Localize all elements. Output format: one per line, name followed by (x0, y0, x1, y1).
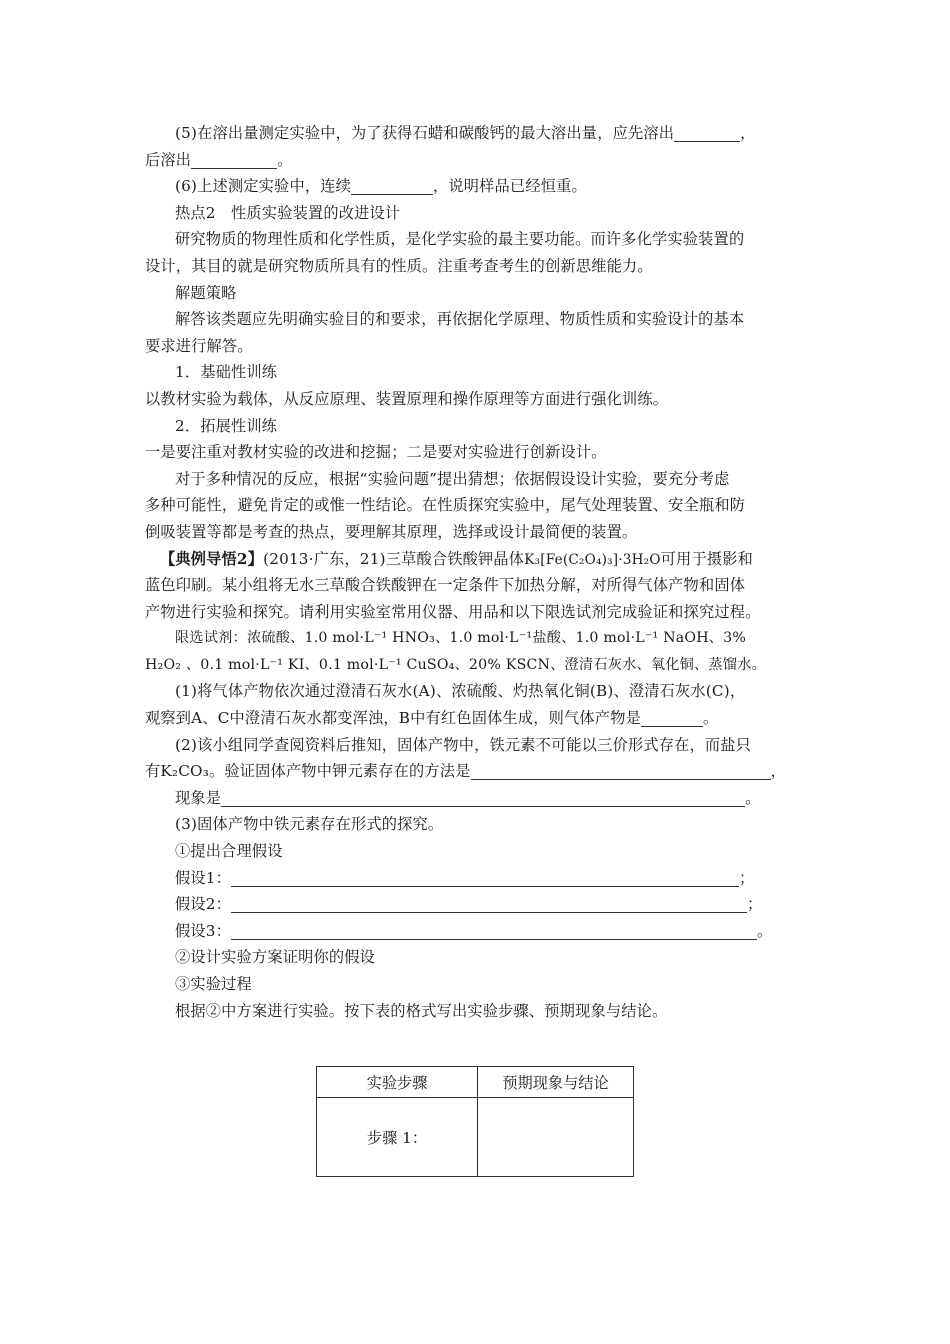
answer-blank[interactable] (641, 708, 703, 727)
example-line-1: 【典例导悟2】(2013·广东，21)三草酸合铁酸钾晶体K₃[Fe(C₂O₄)₃]·3H₂O可用于摄影和 (160, 549, 753, 568)
extended-training-title: 2．拓展性训练 (175, 416, 278, 435)
basic-training-text: 以教材实验为载体，从反应原理、装置原理和操作原理等方面进行强化训练。 (145, 389, 669, 408)
paragraph-3-line-3: 倒吸装置等都是考查的热点，要理解其原理，选择或设计最简便的装置。 (145, 522, 638, 541)
question-2-line-3: 现象是 。 (175, 788, 761, 807)
basic-training-title: 1．基础性训练 (175, 363, 278, 382)
table-cell-result-1[interactable] (478, 1098, 634, 1177)
question-6-text: (6)上述测定实验中，连续 (175, 177, 351, 196)
question-5-line-2: 后溶出 。 (145, 150, 293, 169)
reagent-line-2: H₂O₂ 、0.1 mol·L⁻¹ KI、0.1 mol·L⁻¹ CuSO₄、20% KSCN、澄清石灰水、氧化铜、蒸馏水。 (145, 656, 766, 673)
chemical-formula: K₃[Fe(C₂O₄)₃]·3H₂O (524, 551, 661, 568)
question-1-line-2: 观察到A、C中澄清石灰水都变浑浊，B中有红色固体生成，则气体产物是 。 (145, 709, 719, 728)
answer-blank[interactable] (471, 761, 771, 780)
section-heading-hot2: 热点2 性质实验装置的改进设计 (175, 203, 401, 222)
table-header-row (317, 1067, 634, 1098)
paragraph-2-line-2: 要求进行解答。 (145, 336, 253, 355)
step-1-heading: ①提出合理假设 (175, 842, 283, 861)
question-6-line: (6)上述测定实验中，连续 ，说明样品已经恒重。 (175, 177, 587, 196)
reagent-line-1: 限选试剂：浓硫酸、1.0 mol·L⁻¹ HNO₃、1.0 mol·L⁻¹盐酸、1.0 mol·L⁻¹ NaOH、3% (175, 630, 747, 647)
answer-blank[interactable] (221, 788, 745, 807)
example-line-3: 产物进行实验和探究。请利用实验室常用仪器、用品和以下限选试剂完成验证和探究过程。 (145, 602, 761, 621)
step-3-heading: ③实验过程 (175, 975, 252, 993)
answer-blank[interactable] (351, 176, 433, 195)
answer-blank[interactable] (231, 894, 747, 913)
answer-blank[interactable] (191, 150, 277, 169)
question-2-line-1: (2)该小组同学查阅资料后推知，固体产物中，铁元素不可能以三价形式存在，而盐只 (175, 735, 752, 754)
question-1-line-1: (1)将气体产物依次通过澄清石灰水(A)、浓硫酸、灼热氧化铜(B)、澄清石灰水(C)， (175, 682, 746, 701)
paragraph-3-line-1: 对于多种情况的反应，根据“实验问题”提出猜想；依据假设设计实验，要充分考虑 (175, 469, 730, 488)
question-5-text-2: 后溶出 (145, 150, 192, 169)
paragraph-1-line-1: 研究物质的物理性质和化学性质，是化学实验的最主要功能。而许多化学实验装置的 (175, 230, 745, 249)
question-2-line-2: 有K₂CO₃。验证固体产物中钾元素存在的方法是 ， (145, 762, 786, 781)
question-5-line-1: (5)在溶出量测定实验中，为了获得石蜡和碳酸钙的最大溶出量，应先溶出 ， (175, 124, 756, 142)
experiment-table (316, 1066, 634, 1177)
step-2-heading: ②设计实验方案证明你的假设 (175, 948, 376, 967)
hypothesis-3: 假设3： 。 (175, 921, 773, 940)
example-label: 【典例导悟2】 (160, 549, 264, 568)
hypothesis-1: 假设1： ； (175, 868, 755, 887)
table-header-results: 预期现象与结论 (478, 1067, 634, 1098)
strategy-heading: 解题策略 (175, 283, 237, 302)
question-5-text: (5)在溶出量测定实验中，为了获得石蜡和碳酸钙的最大溶出量，应先溶出 (175, 124, 675, 142)
paragraph-2-line-1: 解答该类题应先明确实验目的和要求，再依据化学原理、物质性质和实验设计的基本 (175, 310, 745, 329)
hypothesis-2: 假设2： ； (175, 895, 763, 914)
paragraph-1-line-2: 设计，其目的就是研究物质所具有的性质。注重考查考生的创新思维能力。 (145, 256, 653, 275)
extended-training-text: 一是要注重对教材实验的改进和挖掘；二是要对实验进行创新设计。 (145, 443, 607, 462)
answer-blank[interactable] (674, 123, 740, 142)
table-row (317, 1098, 634, 1177)
question-3: (3)固体产物中铁元素存在形式的探究。 (175, 815, 444, 834)
example-line-2: 蓝色印刷。某小组将无水三草酸合铁酸钾在一定条件下加热分解，对所得气体产物和固体 (145, 576, 746, 595)
paragraph-3-line-2: 多种可能性，避免肯定的或惟一性结论。在性质探究实验中，尾气处理装置、安全瓶和防 (145, 496, 746, 515)
table-cell-step-1: 步骤 1： (317, 1098, 478, 1177)
table-header-steps: 实验步骤 (317, 1067, 478, 1098)
step-3-text: 根据②中方案进行实验。按下表的格式写出实验步骤、预期现象与结论。 (175, 1001, 668, 1020)
document-body (145, 120, 810, 1024)
answer-blank[interactable] (231, 921, 757, 940)
answer-blank[interactable] (231, 868, 739, 887)
